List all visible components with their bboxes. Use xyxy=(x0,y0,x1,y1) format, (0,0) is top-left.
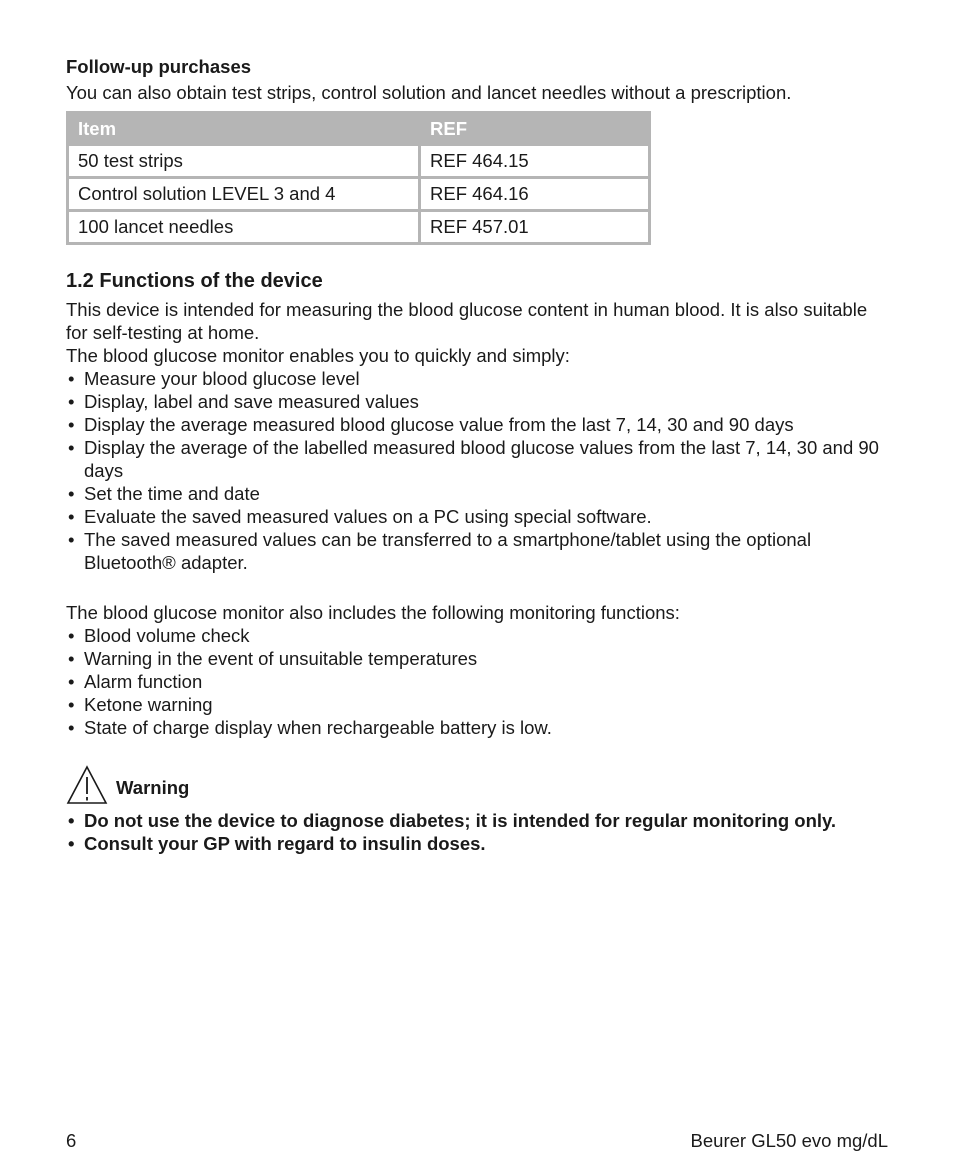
list-item: • Blood volume check xyxy=(68,625,250,646)
list-item: • Consult your GP with regard to insulin doses. xyxy=(68,833,486,854)
list-item: • Do not use the device to diagnose diabetes; it is intended for regular monitoring only. xyxy=(68,810,837,831)
list-item: • Display the average of the labelled measured blood glucose values from the last 7, 14, 30 and 90 days xyxy=(68,437,879,481)
table-cell-ref: REF 457.01 xyxy=(421,212,648,242)
list-item: • State of charge display when rechargeable battery is low. xyxy=(68,717,552,738)
list-item: • Set the time and date xyxy=(68,483,260,504)
list-item: • Ketone warning xyxy=(68,694,213,715)
table-cell-item: Control solution LEVEL 3 and 4 xyxy=(69,179,418,209)
list-item: • Display, label and save measured values xyxy=(68,391,419,412)
table-cell-item: 100 lancet needles xyxy=(69,212,418,242)
warning-list xyxy=(66,809,890,855)
followup-text: You can also obtain test strips, control solution and lancet needles without a prescription. xyxy=(66,82,792,103)
table-header-ref: REF xyxy=(421,114,648,143)
list-item: • Warning in the event of unsuitable temperatures xyxy=(68,648,478,669)
intro-line-1: This device is intended for measuring the blood glucose content in human blood. It is also suitable xyxy=(66,299,868,320)
section-heading: 1.2 Functions of the device xyxy=(66,270,323,292)
table-cell-ref: REF 464.15 xyxy=(421,146,648,176)
list-item: • Measure your blood glucose level xyxy=(68,368,360,389)
list-item: • The saved measured values can be transferred to a smartphone/tablet using the optional Bluetooth® adapter. xyxy=(68,529,812,573)
list-item: • Display the average measured blood glucose value from the last 7, 14, 30 and 90 days xyxy=(68,414,794,435)
footer-product: Beurer GL50 evo mg/dL xyxy=(690,1130,888,1151)
table-header-item: Item xyxy=(69,114,418,143)
list-item: • Evaluate the saved measured values on a PC using special software. xyxy=(68,506,652,527)
page-number: 6 xyxy=(66,1130,77,1151)
table-cell-item: 50 test strips xyxy=(69,146,418,176)
warning-icon xyxy=(66,765,108,805)
table-header-row xyxy=(69,114,648,143)
list-item: • Alarm function xyxy=(68,671,203,692)
function-list xyxy=(66,367,890,574)
warning-title: Warning xyxy=(116,777,190,798)
table-row xyxy=(69,179,648,209)
table-row xyxy=(69,212,648,242)
followup-heading: Follow-up purchases xyxy=(66,56,252,77)
table-row xyxy=(69,146,648,176)
monitoring-list xyxy=(66,624,890,739)
intro-line-2: for self-testing at home. xyxy=(66,322,260,343)
table-cell-ref: REF 464.16 xyxy=(421,179,648,209)
enables-text: The blood glucose monitor enables you to quickly and simply: xyxy=(66,345,570,366)
ref-table xyxy=(66,111,651,245)
monitoring-intro: The blood glucose monitor also includes the following monitoring functions: xyxy=(66,602,680,623)
